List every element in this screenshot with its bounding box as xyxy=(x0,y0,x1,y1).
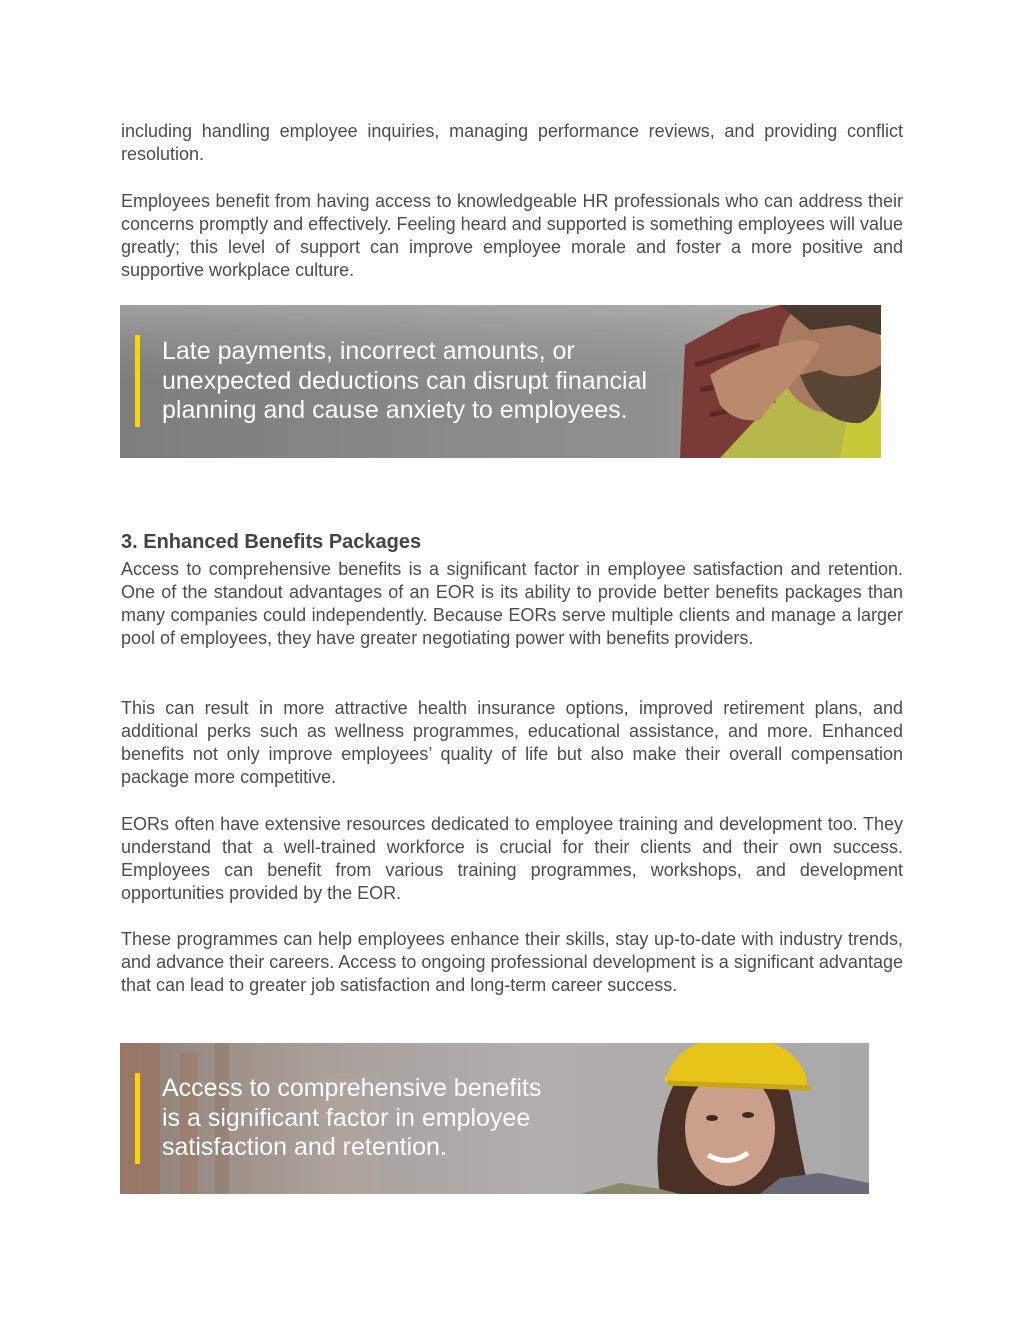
banner-quote-line-1: Access to comprehensive benefits xyxy=(162,1074,542,1102)
paragraph-health-insurance: This can result in more attractive health insurance options, improved retirement plans, and additional perks such as wellness programmes, educational assistance, and more. Enhanced benefits not only improve employees’ quality of life but also make their overall compensation package more competitive. xyxy=(121,698,903,787)
paragraph-benefits-access: Access to comprehensive benefits is a significant factor in employee satisfaction and retention. One of the standout advantages of an EOR is its ability to provide better benefits packages than many companies could independently. Because EORs serve multiple clients and manage a larger pool of employees, they have greater negotiating power with benefits providers. xyxy=(121,559,903,648)
banner-quote-line-3: planning and cause anxiety to employees. xyxy=(162,396,628,424)
paragraph-training-resources: EORs often have extensive resources dedicated to employee training and development too. They understand that a well-trained workforce is crucial for their clients and their own success. Employees can benefit from various training programmes, workshops, and development opportunities provided by the EOR. xyxy=(121,814,903,903)
banner-comprehensive-benefits xyxy=(120,1043,869,1194)
banner-quote-line-3: satisfaction and retention. xyxy=(162,1133,447,1161)
banner-quote-line-2: is a significant factor in employee xyxy=(162,1103,531,1132)
accent-bar xyxy=(135,335,140,427)
paragraph-hr-professionals: Employees benefit from having access to knowledgeable HR professionals who can address their concerns promptly and effectively. Feeling heard and supported is something employees will value greatly; this level of support can improve employee morale and foster a more positive and supportive workplace culture. xyxy=(121,191,903,280)
banner-quote-line-1: Late payments, incorrect amounts, or xyxy=(162,337,575,365)
paragraph-hr-support-intro: including handling employee inquiries, managing performance reviews, and providing conflict resolution. xyxy=(121,121,903,164)
paragraph-programmes-skills: These programmes can help employees enhance their skills, stay up-to-date with industry trends, and advance their careers. Access to ongoing professional development is a significant advantage that can lead to greater job satisfaction and long-term career success. xyxy=(121,929,903,995)
accent-bar xyxy=(135,1073,140,1164)
banner-quote-line-2: unexpected deductions can disrupt financial xyxy=(162,366,648,395)
section-heading: 3. Enhanced Benefits Packages xyxy=(121,531,422,553)
banner-late-payments xyxy=(120,305,881,458)
